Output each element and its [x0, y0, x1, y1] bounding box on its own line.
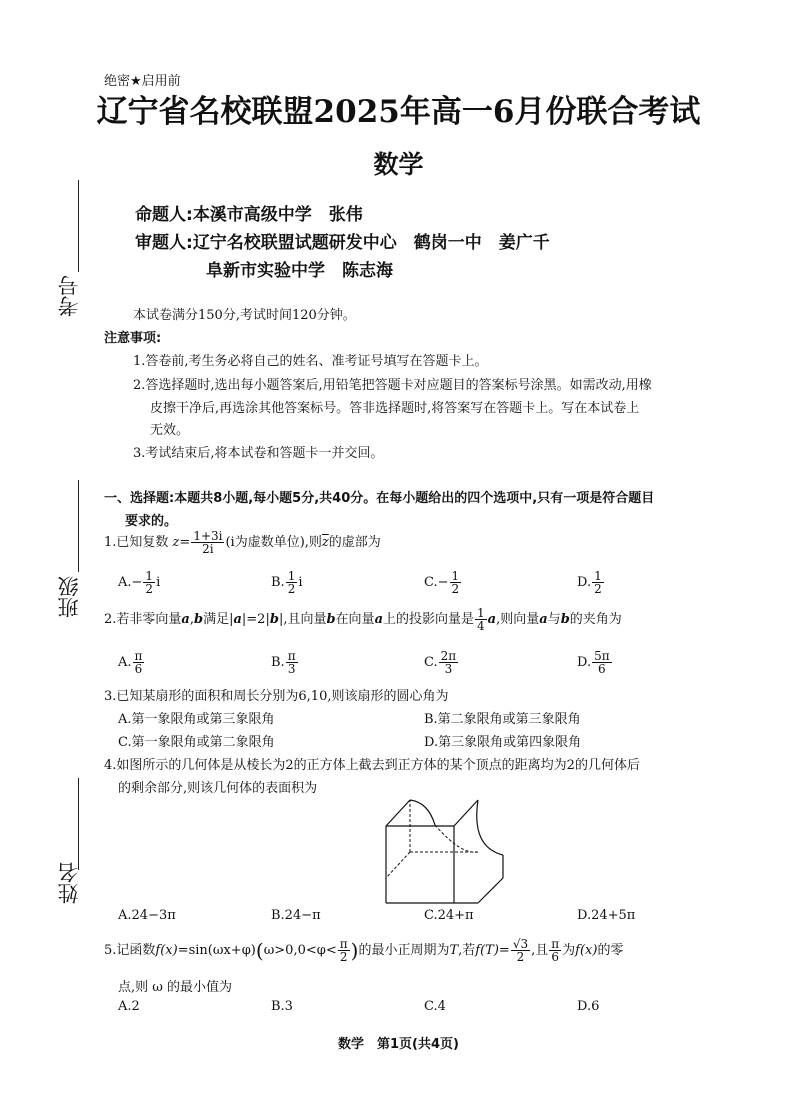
setter-name: 本溪市高级中学 张伟 — [192, 205, 363, 225]
q4-stem-cont: 的剩余部分,则该几何体的表面积为 — [118, 781, 318, 796]
q4-solid-figure — [383, 797, 513, 907]
q1-option-d: D. $\frac{1}{2}$ — [577, 569, 602, 596]
page-footer: 数学 第1页(共4页) — [338, 1037, 459, 1052]
q1-fraction: $\frac{1+3i}{2i}$ — [193, 529, 223, 556]
q2-fraction: $\frac{1}{4}$ — [477, 606, 485, 633]
page-title: 辽宁省名校联盟2025年高一6月份联合考试 — [96, 94, 701, 130]
name-line — [78, 778, 79, 870]
name-label: 姓名 — [57, 862, 81, 904]
q1-option-b: B. $\frac{1}{2}$ i — [271, 569, 303, 596]
z-conjugate: $\overline{z}$ — [321, 535, 329, 550]
q1-stem: 1.已知复数 z= $\frac{1+3i}{2i}$ (i为虚数单位),则$\overline{z}$的虚部为 — [104, 529, 381, 556]
reviewer-line-2: 阜新市实验中学 陈志海 — [206, 261, 393, 281]
q4-option-d: D.24+5π — [577, 908, 636, 923]
q5-stem: 5.记函数f(x)=sin(ωx+φ)(ω>0,0<φ< $\frac{\pi}{2}$ )的最小正周期为T,若f(T)= $\frac{√3}{2}$ ,且 $\frac{\pi}{6}$ 为f(x)的零 — [104, 937, 624, 964]
subject-title: 数学 — [373, 150, 424, 179]
section1-heading-cont: 要求的。 — [125, 514, 178, 529]
notes-heading: 注意事项: — [104, 331, 162, 346]
note-item: 无效。 — [150, 423, 190, 438]
setter-line — [135, 200, 363, 225]
reviewer-label: 审题人: — [135, 233, 193, 253]
cut-arc — [477, 800, 503, 855]
q2-option-d: D. $\frac{5\pi}{6}$ — [577, 649, 610, 676]
q3-option-b: B.第二象限角或第三象限角 — [424, 712, 581, 727]
edge — [386, 800, 410, 826]
q3-option-d: D.第三象限角或第四象限角 — [424, 735, 582, 750]
section1-heading: 一、选择题:本题共8小题,每小题5分,共40分。在每小题给出的四个选项中,只有一项是符合题目 — [104, 491, 655, 506]
note-item: 2.答选择题时,选出每小题答案后,用铅笔把答题卡对应题目的答案标号涂黑。如需改动,用橡 — [133, 378, 652, 393]
note-item: 1.答卷前,考生务必将自己的姓名、准考证号填写在答题卡上。 — [133, 354, 488, 369]
reviewer-line — [135, 228, 550, 253]
hidden-arc — [435, 825, 478, 852]
edge — [478, 878, 503, 903]
q5-option-d: D.6 — [577, 999, 600, 1014]
q3-stem: 3.已知某扇形的面积和周长分别为6,10,则该扇形的圆心角为 — [104, 689, 449, 704]
q5-stem-cont: 点,则 ω 的最小值为 — [118, 980, 232, 995]
q2-option-b: B. $\frac{\pi}{3}$ — [271, 649, 296, 676]
q1-option-a: A.− $\frac{1}{2}$ i — [118, 569, 161, 596]
exam-no-line — [78, 180, 79, 272]
q5-option-c: C.4 — [424, 999, 446, 1014]
edge — [454, 800, 478, 826]
q4-option-b: B.24−π — [271, 908, 321, 923]
reviewer-names: 辽宁名校联盟试题研发中心 鹤岗一中 姜广千 — [192, 233, 550, 253]
q4-option-a: A.24−3π — [118, 908, 176, 923]
setter-label: 命题人: — [135, 205, 193, 225]
note-item: 3.考试结束后,将本试卷和答题卡一并交回。 — [133, 446, 384, 461]
q5-option-a: A.2 — [118, 999, 140, 1014]
class-line — [78, 480, 79, 572]
q4-stem: 4.如图所示的几何体是从棱长为2的正方体上截去到正方体的某个顶点的距离均为2的几何体后 — [104, 758, 640, 773]
q3-option-c: C.第一象限角或第二象限角 — [118, 735, 275, 750]
q2-option-a: A. $\frac{\pi}{6}$ — [118, 649, 143, 676]
note-item: 皮擦干净后,再选涂其他答案标号。答非选择题时,将答案写在答题卡上。写在本试卷上 — [150, 401, 640, 416]
cut-arc — [410, 800, 435, 825]
q2-option-c: C. $\frac{2\pi}{3}$ — [424, 649, 457, 676]
q3-option-a: A.第一象限角或第三象限角 — [118, 712, 275, 727]
hidden-edge — [386, 852, 410, 878]
q4-option-c: C.24+π — [424, 908, 474, 923]
exam-no-label: 考号 — [57, 275, 81, 317]
class-label: 班级 — [57, 576, 81, 618]
q5-option-b: B.3 — [271, 999, 293, 1014]
secret-mark: 绝密★启用前 — [104, 74, 181, 89]
intro-text: 本试卷满分150分,考试时间120分钟。 — [133, 308, 356, 323]
q2-stem: 2.若非零向量a,b满足|a|=2|b|,且向量b在向量a上的投影向量是 $\frac{1}{4}$ a,则向量a与b的夹角为 — [104, 606, 622, 633]
q1-option-c: C.− $\frac{1}{2}$ — [424, 569, 460, 596]
